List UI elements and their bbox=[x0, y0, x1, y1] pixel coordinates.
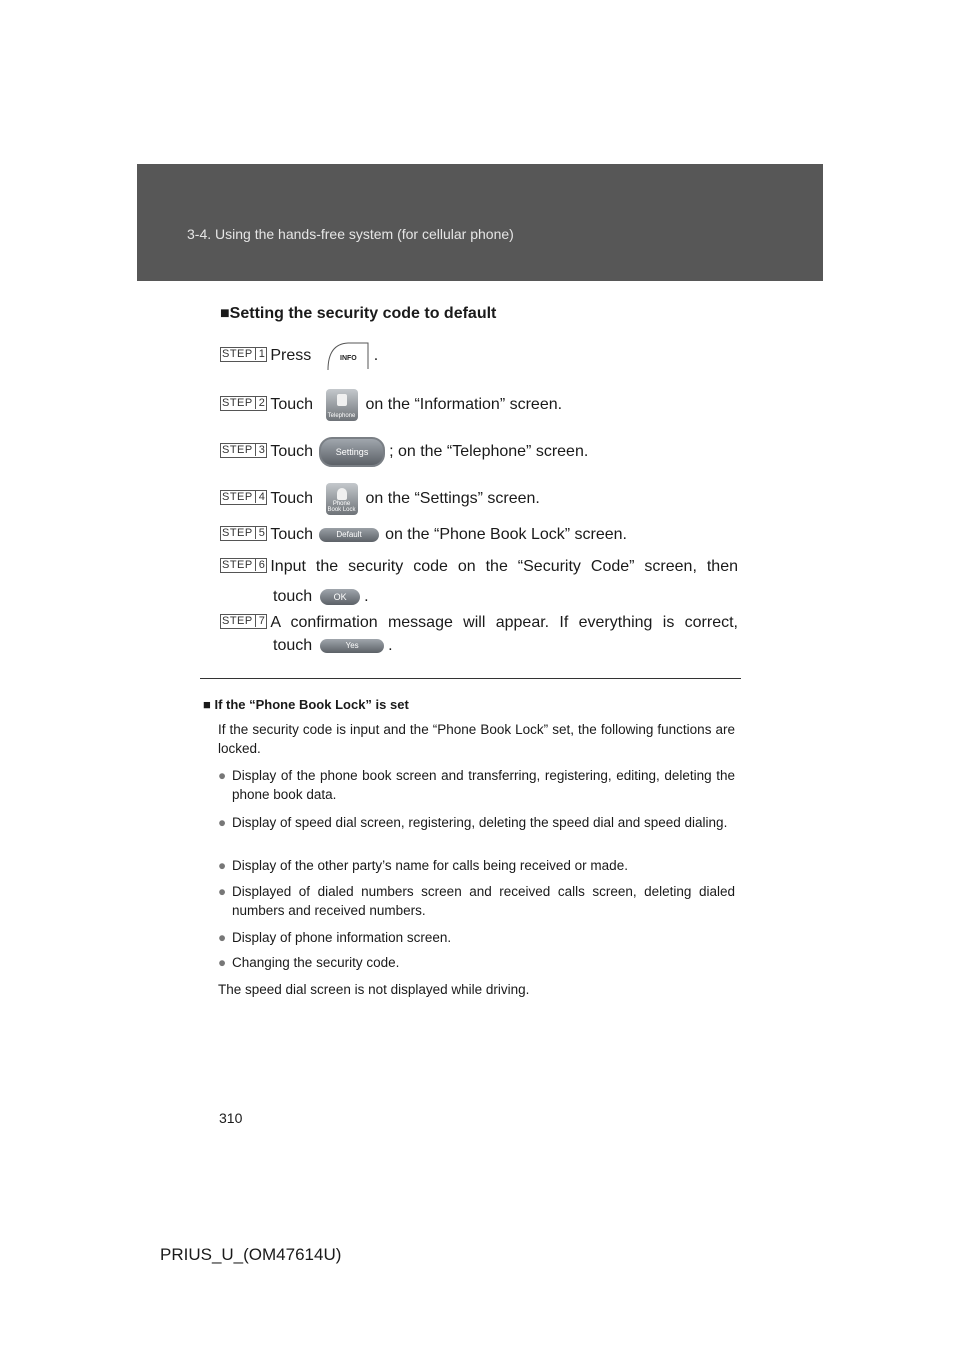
info-button-icon bbox=[326, 341, 370, 371]
step-7: STEP 7 A confirmation message will appear. If everything is correct, touch Yes . bbox=[220, 611, 738, 657]
list-item: ● Display of the other party’s name for calls being received or made. bbox=[218, 858, 628, 873]
step-text: Touch bbox=[270, 396, 314, 414]
yes-button-icon: Yes bbox=[320, 639, 384, 653]
step-badge: STEP 5 bbox=[222, 527, 266, 539]
divider bbox=[200, 678, 741, 679]
document-code: PRIUS_U_(OM47614U) bbox=[160, 1245, 342, 1264]
bullet-icon: ● bbox=[218, 955, 227, 970]
step-badge: STEP 7 bbox=[222, 615, 266, 627]
chapter-title: 3-4. Using the hands-free system (for cellular phone) bbox=[187, 226, 514, 242]
step-badge: STEP 3 bbox=[222, 444, 266, 457]
step-5: STEP 5 Touch Default on the “Phone Book Lock” screen. bbox=[222, 526, 627, 543]
ok-button-icon: OK bbox=[320, 589, 360, 605]
bullet-icon: ● bbox=[218, 884, 227, 899]
svg-text:INFO: INFO bbox=[339, 355, 357, 362]
step-badge: STEP 2 bbox=[222, 397, 266, 410]
step-badge: STEP 1 bbox=[222, 348, 266, 361]
step-text: Touch bbox=[270, 526, 314, 543]
note-intro: If the security code is input and the “Phone Book Lock” set, the following functions are locked. bbox=[218, 722, 735, 756]
bullet-icon: ● bbox=[218, 815, 227, 830]
step-text: STEP 6 Input the security code on the “Security Code” screen, then bbox=[222, 558, 738, 575]
chapter-header bbox=[137, 164, 823, 281]
step-3: STEP 3 Touch Settings ; on the “Telephone” screen. bbox=[220, 437, 738, 467]
bullet-icon: ● bbox=[218, 858, 227, 873]
step-text: Touch bbox=[270, 490, 314, 508]
step-text: STEP 7 A confirmation message will appear. If everything is correct, bbox=[222, 614, 738, 631]
step-badge: STEP 6 bbox=[222, 559, 266, 571]
list-item: ● Display of speed dial screen, registering, deleting the speed dial and speed dialing. bbox=[218, 815, 728, 830]
default-button-icon: Default bbox=[319, 528, 379, 542]
note-outro: The speed dial screen is not displayed while driving. bbox=[218, 982, 530, 997]
step-4: STEP 4 Touch Phone Book Lock on the “Settings” screen. bbox=[220, 483, 738, 515]
section-title: ■Setting the security code to default bbox=[220, 305, 497, 322]
settings-button-icon: Settings bbox=[319, 437, 385, 467]
list-item: ● Changing the security code. bbox=[218, 955, 400, 970]
list-item: ● Displayed of dialed numbers screen and received calls screen, deleting dialed numbers and received numbers. bbox=[218, 884, 735, 918]
list-item: ● Display of the phone book screen and transferring, registering, editing, deleting the phone book data. bbox=[218, 768, 735, 802]
step-2: STEP 2 Touch Telephone on the “Information” screen. bbox=[220, 389, 738, 421]
note-title: ■ If the “Phone Book Lock” is set bbox=[203, 697, 409, 712]
step-text: Press bbox=[270, 347, 312, 365]
bullet-icon: ● bbox=[218, 768, 227, 783]
phone-book-lock-button-icon: Phone Book Lock bbox=[326, 483, 358, 515]
telephone-button-icon: Telephone bbox=[326, 389, 358, 421]
step-6: STEP 6 Input the security code on the “Security Code” screen, then touch OK . bbox=[220, 555, 738, 608]
list-item: ● Display of phone information screen. bbox=[218, 930, 452, 945]
step-1: STEP 1 Press INFO . bbox=[220, 341, 738, 371]
page-number: 310 bbox=[219, 1110, 243, 1126]
step-text: Touch bbox=[270, 443, 314, 461]
step-badge: STEP 4 bbox=[222, 491, 266, 504]
bullet-icon: ● bbox=[218, 930, 227, 945]
